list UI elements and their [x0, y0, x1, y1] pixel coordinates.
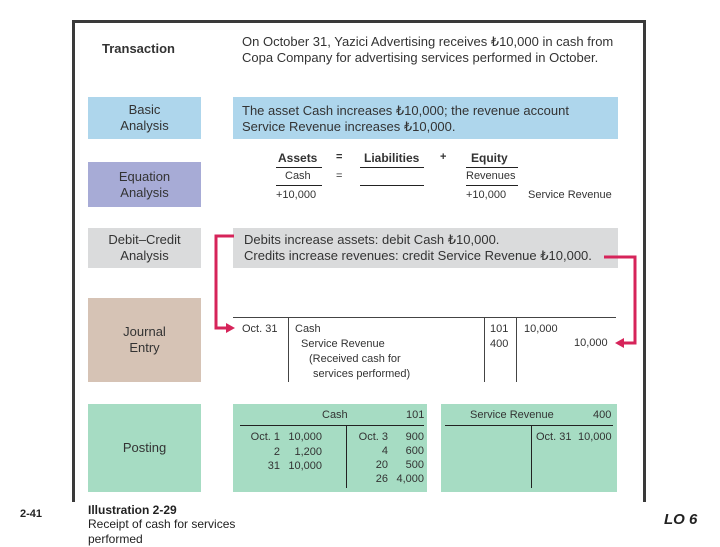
journal-credit-amount: 10,000 — [574, 337, 608, 349]
eq-liab-blank-rule — [360, 185, 424, 186]
eq-assets: Assets — [278, 151, 318, 165]
journal-ref-credit: 400 — [490, 338, 509, 350]
cash-left-amount-2: 1,200 — [294, 446, 322, 458]
dc-label-line2: Analysis — [120, 248, 169, 263]
cash-ledger-divider — [346, 425, 347, 488]
flow-arrows — [200, 230, 640, 360]
eq-cash: Cash — [285, 170, 311, 182]
revenue-ledger-number: 400 — [593, 409, 612, 421]
basic-label-line1: Basic — [128, 102, 161, 117]
transaction-line1: On October 31, Yazici Advertising receives ₺10,000 in cash from — [242, 34, 614, 49]
basic-line2: Service Revenue increases ₺10,000. — [242, 119, 456, 134]
revenue-right-date: Oct. 31 — [536, 431, 572, 443]
journal-entry-label — [88, 298, 201, 382]
basic-analysis-label — [88, 97, 201, 139]
cash-right-amount-2: 600 — [405, 445, 424, 457]
transaction-line2: Copa Company for advertising services performed in October. — [242, 50, 599, 65]
cash-left-amount-3: 10,000 — [288, 460, 322, 472]
journal-explanation-1: (Received cash for — [309, 353, 401, 365]
dc-line1: Debits increase assets: debit Cash ₺10,000. — [244, 232, 500, 247]
revenue-right-amount: 10,000 — [578, 431, 612, 443]
eq-revenues: Revenues — [466, 170, 516, 182]
journal-explanation-2: services performed) — [313, 368, 411, 380]
slide-number: 2-41 — [20, 508, 43, 520]
learning-objective-label: LO 6 — [664, 511, 698, 528]
journal-credit-account: Service Revenue — [301, 338, 385, 350]
posting-label-text: Posting — [122, 440, 167, 455]
eq-assets-rule — [276, 167, 322, 168]
right-arrow-head — [615, 338, 624, 348]
eq-rev-amount: +10,000 — [466, 189, 507, 201]
cash-ledger-title: Cash — [322, 409, 348, 421]
cash-ledger-number: 101 — [406, 409, 425, 421]
eq-equity-rule — [466, 167, 518, 168]
revenue-ledger-rule — [445, 425, 613, 426]
equation-analysis-label — [88, 162, 201, 207]
eq-equity: Equity — [471, 151, 508, 165]
cash-right-amount-1: 900 — [405, 431, 424, 443]
cash-right-date-2: 4 — [381, 445, 388, 457]
eq-liabilities-rule — [360, 167, 424, 168]
journal-debit-account: Cash — [295, 323, 321, 335]
transaction-label: Transaction — [102, 41, 175, 56]
journal-label-line2: Entry — [129, 340, 160, 355]
eq-rev-name: Service Revenue — [528, 189, 612, 201]
cash-right-amount-4: 4,000 — [396, 473, 424, 485]
cash-ledger-rule — [240, 425, 424, 426]
caption-text: Receipt of cash for services performed — [88, 517, 236, 546]
cash-right-date-3: 20 — [375, 459, 388, 471]
cash-left-amount-1: 10,000 — [288, 431, 322, 443]
eq-revenues-rule — [466, 185, 518, 186]
caption-title: Illustration 2-29 — [88, 503, 177, 517]
revenue-ledger-title: Service Revenue — [470, 409, 554, 421]
eq-equals: = — [336, 151, 343, 163]
eq-liabilities: Liabilities — [364, 151, 420, 165]
journal-date: Oct. 31 — [242, 323, 278, 335]
cash-left-date-2: 2 — [273, 446, 280, 458]
equation-label-line2: Analysis — [120, 184, 169, 200]
left-flow-arrow — [216, 236, 234, 328]
cash-right-date-1: Oct. 3 — [358, 431, 388, 443]
journal-debit-amount: 10,000 — [524, 323, 558, 335]
dc-line2: Credits increase revenues: credit Service Revenue ₺10,000. — [244, 248, 592, 263]
left-arrow-head — [226, 323, 235, 333]
right-flow-arrow — [604, 257, 635, 343]
dc-label-line1: Debit–Credit — [108, 232, 181, 247]
cash-left-date-3: 31 — [267, 460, 280, 472]
journal-label-line1: Journal — [123, 324, 166, 339]
basic-line1: The asset Cash increases ₺10,000; the revenue account — [242, 103, 569, 118]
debit-credit-label — [88, 228, 201, 268]
eq-equals-2: = — [336, 170, 343, 182]
equation-label-line1: Equation — [118, 168, 171, 184]
eq-cash-amount: +10,000 — [276, 189, 317, 201]
eq-plus: + — [440, 151, 447, 163]
basic-label-line2: Analysis — [120, 118, 169, 133]
journal-ref-debit: 101 — [490, 323, 509, 335]
eq-cash-rule — [276, 185, 322, 186]
cash-right-amount-3: 500 — [405, 459, 424, 471]
posting-label — [88, 404, 201, 492]
cash-left-date-1: Oct. 1 — [250, 431, 280, 443]
revenue-ledger-divider — [531, 425, 532, 488]
cash-right-date-4: 26 — [375, 473, 388, 485]
